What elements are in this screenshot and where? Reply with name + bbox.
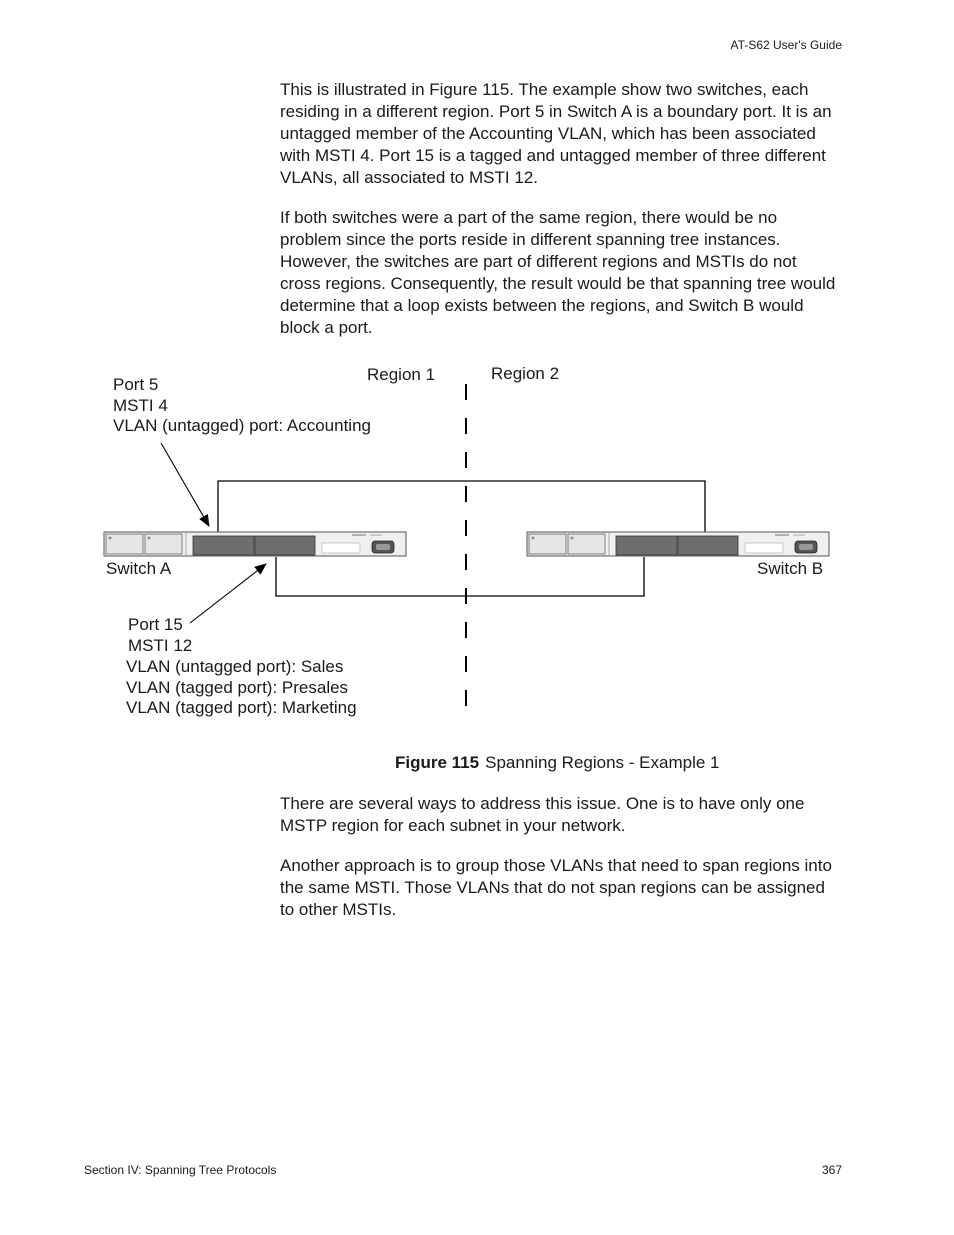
switch-b-device [527,532,829,556]
switch-b-label: Switch B [757,559,824,578]
body-paragraph-4: Another approach is to group those VLANs that need to span regions into the same MSTI. Those VLANs that do not span regions can be assigned to other MSTIs. [280,856,832,919]
figure-number: Figure 115 [395,753,480,772]
port5-msti-label: MSTI 4 [113,395,168,415]
region-1-label: Region 1 [367,365,436,384]
switch-a-device [104,532,406,556]
link-port5 [218,481,705,532]
figure-title: Spanning Regions - Example 1 [485,753,720,772]
header-guide-title: AT-S62 User's Guide [730,38,842,52]
port15-label: Port 15 [128,615,183,634]
port5-vlan-label: VLAN (untagged) port: Accounting [113,416,371,435]
port15-vlan-marketing: VLAN (tagged port): Marketing [126,698,357,717]
region-2-label: Region 2 [491,364,560,383]
port15-msti-label: MSTI 12 [128,636,193,655]
port15-vlan-sales: VLAN (untagged port): Sales [126,657,344,676]
link-port15 [276,557,644,596]
body-paragraph-1: This is illustrated in Figure 115. The example show two switches, each residing in a different region. Port 5 in Switch A is a boundary port. It is an untagged member of the Accounting VLAN, which has been associated with MSTI 4. Port 15 is a tagged and untagged member of three different VLANs, all associated to MSTI 12. [280,80,832,187]
port5-pointer-arrow [161,443,209,526]
port15-vlan-presales: VLAN (tagged port): Presales [126,677,349,697]
body-paragraph-3: There are several ways to address this issue. One is to have only one MSTP region for each subnet in your network. [280,794,805,835]
port15-vlan-list [126,657,357,719]
figure-caption [395,753,719,773]
body-paragraph-2: If both switches were a part of the same region, there would be no problem since the ports reside in different spanning tree instances. However, the switches are part of different regions and MSTIs do not cross regions. Consequently, the result would be that spanning tree would determine that a loop exists between the regions, and Switch B would block a port. [280,208,836,337]
footer-page-number: 367 [821,1163,842,1177]
port5-label: Port 5 [113,375,159,394]
port5-callout [113,375,371,437]
port15-pointer-arrow [190,564,266,623]
switch-a-label: Switch A [106,559,172,578]
footer-section-title: Section IV: Spanning Tree Protocols [84,1163,277,1177]
